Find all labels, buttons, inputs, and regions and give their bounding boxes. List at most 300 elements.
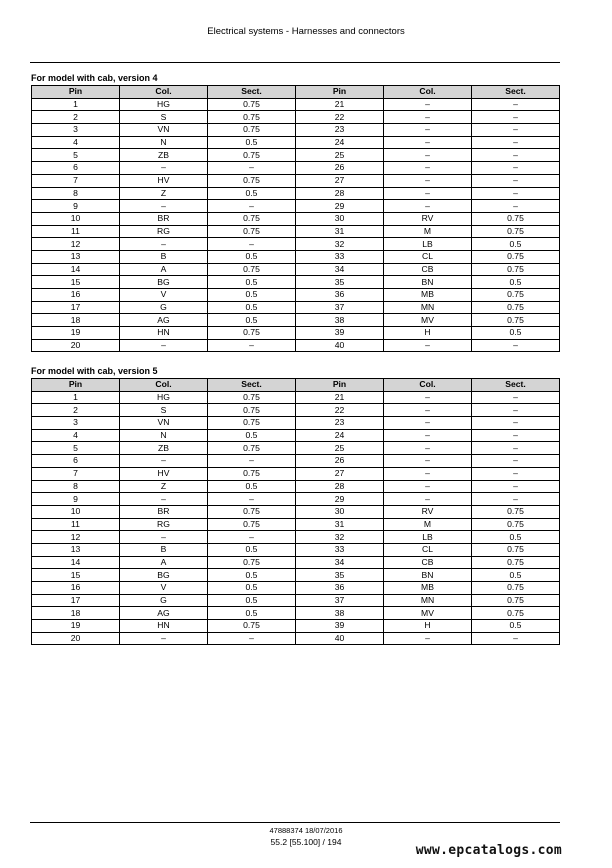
table-header-row: [32, 86, 560, 99]
table-cell: 0.5: [472, 238, 560, 251]
table-cell: 0.75: [208, 391, 296, 404]
table-cell: –: [208, 200, 296, 213]
table-cell: 31: [296, 225, 384, 238]
table-row: [32, 429, 560, 442]
table-row: [32, 632, 560, 645]
table-cell: BR: [120, 505, 208, 518]
watermark-link[interactable]: www.epcatalogs.com: [415, 843, 562, 858]
document-number: 47888374 18/07/2016: [269, 826, 343, 835]
table-cell: 0.75: [472, 556, 560, 569]
table-cell: –: [120, 162, 208, 175]
table-cell: 0.75: [208, 111, 296, 124]
table-cell: –: [384, 111, 472, 124]
table-cell: 12: [32, 238, 120, 251]
page-header: Electrical systems - Harnesses and connectors: [207, 26, 405, 37]
table-row: [32, 124, 560, 137]
table-cell: 0.75: [208, 505, 296, 518]
table-cell: 35: [296, 569, 384, 582]
table-cell: 0.5: [208, 594, 296, 607]
column-header: Pin: [296, 379, 384, 392]
table-cell: 30: [296, 505, 384, 518]
table-cell: 0.5: [208, 429, 296, 442]
table-cell: 8: [32, 480, 120, 493]
table-cell: MV: [384, 314, 472, 327]
table-cell: 34: [296, 556, 384, 569]
table-cell: 19: [32, 620, 120, 633]
table-cell: 0.5: [208, 250, 296, 263]
table-cell: BG: [120, 569, 208, 582]
table-cell: 17: [32, 594, 120, 607]
table-cell: 38: [296, 314, 384, 327]
table-cell: 0.75: [472, 212, 560, 225]
table-cell: 0.5: [208, 136, 296, 149]
table-cell: 16: [32, 289, 120, 302]
section-version-4: [31, 71, 560, 352]
table-row: [32, 276, 560, 289]
table-cell: V: [120, 289, 208, 302]
table-cell: M: [384, 225, 472, 238]
table-cell: –: [384, 404, 472, 417]
table-cell: 0.5: [208, 314, 296, 327]
table-cell: 0.75: [208, 442, 296, 455]
table-cell: 0.75: [208, 225, 296, 238]
table-cell: AG: [120, 607, 208, 620]
table-cell: –: [384, 480, 472, 493]
table-cell: 38: [296, 607, 384, 620]
table-row: [32, 149, 560, 162]
table-cell: 0.5: [208, 480, 296, 493]
table-cell: HN: [120, 327, 208, 340]
table-cell: 18: [32, 314, 120, 327]
table-cell: RV: [384, 505, 472, 518]
table-cell: 9: [32, 200, 120, 213]
table-cell: 28: [296, 187, 384, 200]
table-cell: ZB: [120, 442, 208, 455]
table-cell: –: [208, 339, 296, 352]
table-cell: –: [208, 493, 296, 506]
table-row: [32, 480, 560, 493]
table-row: [32, 505, 560, 518]
table-cell: 27: [296, 174, 384, 187]
table-cell: 0.5: [208, 301, 296, 314]
table-cell: –: [472, 455, 560, 468]
table-cell: –: [384, 632, 472, 645]
table-cell: 13: [32, 543, 120, 556]
table-row: [32, 531, 560, 544]
table-row: [32, 467, 560, 480]
table-cell: 0.5: [472, 620, 560, 633]
table-cell: BN: [384, 276, 472, 289]
pin-table: [31, 378, 560, 645]
table-cell: 22: [296, 111, 384, 124]
table-cell: CL: [384, 543, 472, 556]
table-cell: 33: [296, 543, 384, 556]
table-cell: –: [208, 455, 296, 468]
table-row: [32, 98, 560, 111]
table-row: [32, 212, 560, 225]
table-cell: –: [472, 200, 560, 213]
column-header: Sect.: [208, 86, 296, 99]
table-cell: 0.75: [472, 543, 560, 556]
table-cell: –: [472, 632, 560, 645]
table-cell: –: [472, 124, 560, 137]
table-cell: 39: [296, 620, 384, 633]
section-title: For model with cab, version 5: [31, 366, 158, 376]
table-cell: 11: [32, 225, 120, 238]
table-cell: 19: [32, 327, 120, 340]
table-cell: 9: [32, 493, 120, 506]
table-cell: 0.5: [472, 327, 560, 340]
table-cell: 18: [32, 607, 120, 620]
table-row: [32, 417, 560, 430]
header-divider: [30, 62, 560, 63]
table-cell: 21: [296, 98, 384, 111]
table-cell: –: [384, 493, 472, 506]
table-cell: 22: [296, 404, 384, 417]
table-cell: 35: [296, 276, 384, 289]
table-row: [32, 314, 560, 327]
table-cell: N: [120, 429, 208, 442]
table-cell: N: [120, 136, 208, 149]
column-header: Pin: [32, 86, 120, 99]
table-cell: 0.75: [472, 301, 560, 314]
table-cell: BR: [120, 212, 208, 225]
table-cell: 14: [32, 556, 120, 569]
table-cell: 0.75: [472, 505, 560, 518]
table-cell: H: [384, 327, 472, 340]
table-row: [32, 518, 560, 531]
table-cell: MN: [384, 301, 472, 314]
table-row: [32, 327, 560, 340]
table-cell: 5: [32, 149, 120, 162]
table-cell: 17: [32, 301, 120, 314]
table-cell: 0.5: [208, 187, 296, 200]
table-cell: 7: [32, 174, 120, 187]
table-cell: 0.5: [208, 276, 296, 289]
table-row: [32, 111, 560, 124]
table-cell: VN: [120, 124, 208, 137]
table-cell: 2: [32, 111, 120, 124]
table-cell: 28: [296, 480, 384, 493]
table-cell: 0.75: [208, 263, 296, 276]
table-cell: –: [384, 149, 472, 162]
table-cell: RG: [120, 518, 208, 531]
table-cell: 32: [296, 238, 384, 251]
table-cell: G: [120, 301, 208, 314]
table-cell: –: [472, 149, 560, 162]
table-cell: –: [208, 238, 296, 251]
table-cell: 7: [32, 467, 120, 480]
table-cell: –: [472, 111, 560, 124]
table-row: [32, 442, 560, 455]
table-cell: 0.5: [208, 543, 296, 556]
table-cell: 0.75: [208, 417, 296, 430]
table-cell: 15: [32, 276, 120, 289]
column-header: Sect.: [472, 86, 560, 99]
table-cell: –: [384, 429, 472, 442]
table-cell: HG: [120, 98, 208, 111]
table-cell: –: [472, 187, 560, 200]
table-cell: 36: [296, 289, 384, 302]
table-cell: S: [120, 111, 208, 124]
table-cell: 0.75: [472, 594, 560, 607]
table-cell: H: [384, 620, 472, 633]
table-cell: 24: [296, 136, 384, 149]
table-cell: 0.75: [208, 124, 296, 137]
table-cell: 0.75: [208, 404, 296, 417]
table-cell: –: [120, 531, 208, 544]
table-cell: 26: [296, 162, 384, 175]
table-header-row: [32, 379, 560, 392]
table-cell: 16: [32, 582, 120, 595]
table-cell: S: [120, 404, 208, 417]
table-cell: 0.5: [472, 569, 560, 582]
table-cell: 0.5: [472, 276, 560, 289]
column-header: Col.: [384, 379, 472, 392]
table-cell: –: [120, 493, 208, 506]
table-cell: –: [384, 455, 472, 468]
pin-table: [31, 85, 560, 352]
table-cell: HV: [120, 467, 208, 480]
table-cell: MB: [384, 289, 472, 302]
table-cell: –: [472, 136, 560, 149]
table-row: [32, 582, 560, 595]
table-row: [32, 556, 560, 569]
table-cell: 15: [32, 569, 120, 582]
column-header: Sect.: [472, 379, 560, 392]
table-cell: HV: [120, 174, 208, 187]
table-cell: 0.5: [472, 531, 560, 544]
table-cell: A: [120, 556, 208, 569]
table-cell: –: [472, 98, 560, 111]
table-cell: MB: [384, 582, 472, 595]
table-cell: –: [208, 531, 296, 544]
table-cell: –: [472, 391, 560, 404]
table-cell: –: [384, 200, 472, 213]
table-row: [32, 174, 560, 187]
table-cell: –: [120, 200, 208, 213]
table-cell: 14: [32, 263, 120, 276]
table-cell: 1: [32, 98, 120, 111]
table-cell: –: [472, 442, 560, 455]
table-cell: –: [472, 417, 560, 430]
table-cell: 33: [296, 250, 384, 263]
column-header: Col.: [120, 86, 208, 99]
column-header: Col.: [384, 86, 472, 99]
table-cell: –: [384, 339, 472, 352]
table-cell: –: [384, 124, 472, 137]
table-cell: –: [120, 632, 208, 645]
table-cell: 40: [296, 339, 384, 352]
table-cell: 0.75: [472, 314, 560, 327]
table-cell: –: [208, 162, 296, 175]
table-cell: A: [120, 263, 208, 276]
table-cell: BG: [120, 276, 208, 289]
table-cell: 23: [296, 417, 384, 430]
table-cell: HG: [120, 391, 208, 404]
table-cell: –: [384, 187, 472, 200]
table-row: [32, 493, 560, 506]
table-cell: 29: [296, 200, 384, 213]
table-cell: 0.75: [208, 467, 296, 480]
footer-divider: [30, 822, 560, 823]
table-cell: 0.5: [208, 289, 296, 302]
table-cell: –: [120, 455, 208, 468]
table-cell: 27: [296, 467, 384, 480]
table-cell: RV: [384, 212, 472, 225]
section-version-5: [31, 364, 560, 645]
table-row: [32, 455, 560, 468]
table-cell: 0.75: [208, 174, 296, 187]
table-cell: –: [472, 467, 560, 480]
table-cell: –: [384, 417, 472, 430]
table-cell: 1: [32, 391, 120, 404]
table-cell: LB: [384, 238, 472, 251]
table-cell: 4: [32, 136, 120, 149]
table-cell: 20: [32, 339, 120, 352]
table-cell: 5: [32, 442, 120, 455]
table-cell: ZB: [120, 149, 208, 162]
table-cell: –: [384, 174, 472, 187]
table-cell: RG: [120, 225, 208, 238]
table-cell: 25: [296, 149, 384, 162]
table-row: [32, 162, 560, 175]
table-cell: 30: [296, 212, 384, 225]
table-row: [32, 607, 560, 620]
table-cell: CL: [384, 250, 472, 263]
table-cell: –: [384, 442, 472, 455]
table-row: [32, 594, 560, 607]
table-cell: 0.5: [208, 607, 296, 620]
table-cell: 0.75: [472, 289, 560, 302]
table-row: [32, 391, 560, 404]
table-cell: V: [120, 582, 208, 595]
table-cell: –: [120, 238, 208, 251]
column-header: Sect.: [208, 379, 296, 392]
table-row: [32, 301, 560, 314]
table-cell: –: [472, 493, 560, 506]
table-cell: –: [472, 174, 560, 187]
table-cell: 24: [296, 429, 384, 442]
column-header: Pin: [32, 379, 120, 392]
table-cell: 12: [32, 531, 120, 544]
table-cell: MN: [384, 594, 472, 607]
table-cell: 0.75: [472, 250, 560, 263]
table-cell: B: [120, 543, 208, 556]
table-cell: 0.75: [208, 149, 296, 162]
table-cell: 20: [32, 632, 120, 645]
table-cell: M: [384, 518, 472, 531]
table-cell: Z: [120, 187, 208, 200]
table-cell: 0.75: [208, 556, 296, 569]
table-cell: –: [384, 391, 472, 404]
table-row: [32, 263, 560, 276]
column-header: Pin: [296, 86, 384, 99]
table-cell: 0.5: [208, 582, 296, 595]
table-cell: Z: [120, 480, 208, 493]
table-row: [32, 136, 560, 149]
table-cell: 26: [296, 455, 384, 468]
table-cell: 36: [296, 582, 384, 595]
table-cell: 10: [32, 505, 120, 518]
table-cell: 0.75: [208, 212, 296, 225]
table-cell: B: [120, 250, 208, 263]
table-cell: –: [384, 162, 472, 175]
table-cell: 0.5: [208, 569, 296, 582]
table-cell: CB: [384, 263, 472, 276]
table-cell: MV: [384, 607, 472, 620]
table-cell: –: [208, 632, 296, 645]
table-cell: 0.75: [208, 327, 296, 340]
table-cell: 0.75: [472, 263, 560, 276]
table-cell: 4: [32, 429, 120, 442]
table-cell: 0.75: [472, 225, 560, 238]
table-row: [32, 404, 560, 417]
table-cell: 40: [296, 632, 384, 645]
table-row: [32, 200, 560, 213]
table-cell: 25: [296, 442, 384, 455]
table-cell: 0.75: [208, 620, 296, 633]
table-cell: –: [384, 98, 472, 111]
table-cell: AG: [120, 314, 208, 327]
table-cell: HN: [120, 620, 208, 633]
table-cell: 3: [32, 124, 120, 137]
table-cell: 32: [296, 531, 384, 544]
table-cell: G: [120, 594, 208, 607]
table-row: [32, 620, 560, 633]
table-row: [32, 543, 560, 556]
table-cell: 10: [32, 212, 120, 225]
table-row: [32, 187, 560, 200]
table-cell: 34: [296, 263, 384, 276]
table-cell: VN: [120, 417, 208, 430]
table-cell: 23: [296, 124, 384, 137]
page-number: 55.2 [55.100] / 194: [270, 837, 342, 847]
table-cell: –: [384, 467, 472, 480]
table-cell: 11: [32, 518, 120, 531]
table-cell: 21: [296, 391, 384, 404]
table-row: [32, 250, 560, 263]
table-cell: 37: [296, 301, 384, 314]
table-cell: 31: [296, 518, 384, 531]
table-cell: –: [472, 429, 560, 442]
table-row: [32, 289, 560, 302]
table-cell: 6: [32, 455, 120, 468]
table-cell: 2: [32, 404, 120, 417]
table-cell: 8: [32, 187, 120, 200]
table-row: [32, 238, 560, 251]
section-title: For model with cab, version 4: [31, 73, 158, 83]
table-cell: LB: [384, 531, 472, 544]
table-cell: 0.75: [472, 582, 560, 595]
table-cell: –: [472, 480, 560, 493]
table-cell: 13: [32, 250, 120, 263]
table-cell: –: [472, 162, 560, 175]
table-cell: 39: [296, 327, 384, 340]
table-cell: 0.75: [208, 518, 296, 531]
table-cell: 37: [296, 594, 384, 607]
table-cell: 3: [32, 417, 120, 430]
table-cell: 29: [296, 493, 384, 506]
table-cell: 0.75: [472, 518, 560, 531]
column-header: Col.: [120, 379, 208, 392]
table-cell: –: [120, 339, 208, 352]
table-cell: –: [472, 404, 560, 417]
table-cell: CB: [384, 556, 472, 569]
table-row: [32, 339, 560, 352]
table-row: [32, 225, 560, 238]
table-row: [32, 569, 560, 582]
